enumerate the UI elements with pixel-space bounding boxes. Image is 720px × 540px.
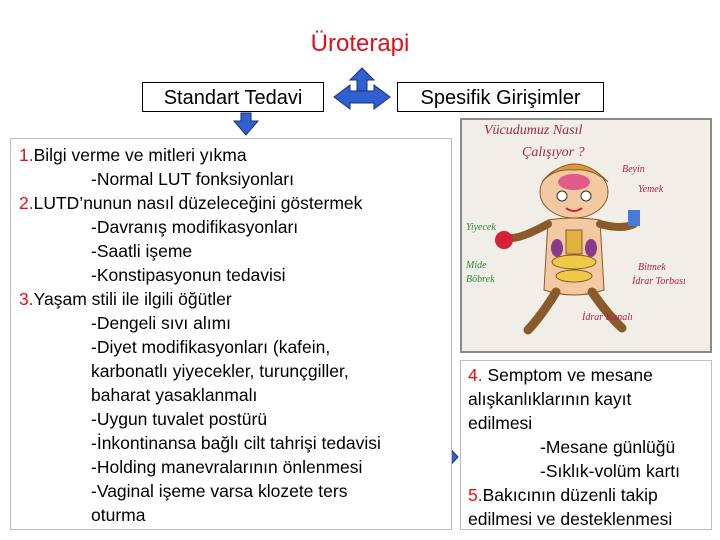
item-text: alışkanlıklarının kayıt [468, 389, 632, 409]
drawing-label: İdrar Torbası [632, 276, 686, 287]
list-item [19, 407, 381, 431]
item-text: -Konstipasyonun tedavisi [91, 265, 286, 285]
list-item [468, 387, 680, 411]
list-item [468, 411, 680, 435]
child-drawing-image [460, 118, 712, 353]
item-text: -Holding manevralarının önlenmesi [91, 457, 363, 477]
list-item [468, 483, 680, 507]
item-text: edilmesi [468, 413, 533, 433]
item-text: Bilgi verme ve mitleri yıkma [33, 145, 247, 165]
item-text: -Diyet modifikasyonları (kafein, [91, 337, 331, 357]
list-item [19, 311, 381, 335]
diagram-title: Üroterapi [310, 30, 410, 57]
item-text: -Sıklık-volüm kartı [540, 461, 681, 481]
drawing-title-1: Vücudumuz Nasıl [484, 123, 583, 138]
item-text: -Mesane günlüğü [540, 437, 676, 457]
item-text: -Vaginal işeme varsa klozete ters [91, 481, 348, 501]
drawing-label: Yemek [638, 184, 664, 195]
list-item [19, 479, 381, 503]
item-number: 3. [19, 289, 34, 309]
list-item [19, 359, 381, 383]
list-item [468, 363, 680, 387]
item-text: -Normal LUT fonksiyonları [91, 169, 294, 189]
specific-interventions-box: Spesifik Girişimler [397, 82, 604, 112]
list-item [468, 507, 680, 531]
item-text: baharat yasaklanmalı [91, 385, 258, 405]
down-arrow-icon [234, 113, 258, 135]
list-item [19, 263, 381, 287]
drawing-label: Yiyecek [466, 222, 496, 233]
drawing-label: Beyin [622, 164, 645, 175]
item-text: edilmesi ve desteklenmesi [468, 509, 673, 529]
list-item [19, 503, 381, 527]
drawing-label: Bitmek [638, 262, 666, 273]
list-item [19, 215, 381, 239]
up-arrow-icon [350, 68, 374, 92]
list-item [19, 335, 381, 359]
list-item [19, 167, 381, 191]
item-text: -Uygun tuvalet postürü [91, 409, 268, 429]
item-number: 5. [468, 485, 483, 505]
item-text: -Davranış modifikasyonları [91, 217, 299, 237]
item-text: Semptom ve mesane [482, 365, 653, 385]
item-text: karbonatlı yiyecekler, turunçgiller, [91, 361, 349, 381]
list-item [468, 459, 680, 483]
item-number: 4. [468, 365, 483, 385]
standard-treatment-list [10, 138, 452, 530]
list-item [468, 435, 680, 459]
drawing-title-2: Çalışıyor ? [522, 145, 585, 160]
item-text: oturma [91, 505, 146, 525]
item-number: 2. [19, 193, 34, 213]
list-item [19, 143, 381, 167]
list-item [19, 431, 381, 455]
standard-treatment-box: Standart Tedavi [142, 82, 324, 112]
drawing-label: Mide [466, 260, 487, 271]
specific-interventions-list [460, 360, 712, 530]
drawing-label: İdrar Kanalı [582, 312, 633, 323]
item-text: -İnkontinansa bağlı cilt tahrişi tedavisi [91, 433, 381, 453]
item-text: -Dengeli sıvı alımı [91, 313, 232, 333]
item-text: Yaşam stili ile ilgili öğütler [33, 289, 232, 309]
item-text: Bakıcının düzenli takip [482, 485, 658, 505]
item-text: -Saatli işeme [91, 241, 193, 261]
list-item [19, 383, 381, 407]
item-text: LUTD’nunun nasıl düzeleceğini göstermek [33, 193, 363, 213]
list-item [19, 287, 381, 311]
item-number: 1. [19, 145, 34, 165]
list-item [19, 239, 381, 263]
list-item [19, 455, 381, 479]
list-item [19, 191, 381, 215]
body-drawing [462, 120, 710, 351]
drawing-label: Böbrek [466, 274, 495, 285]
